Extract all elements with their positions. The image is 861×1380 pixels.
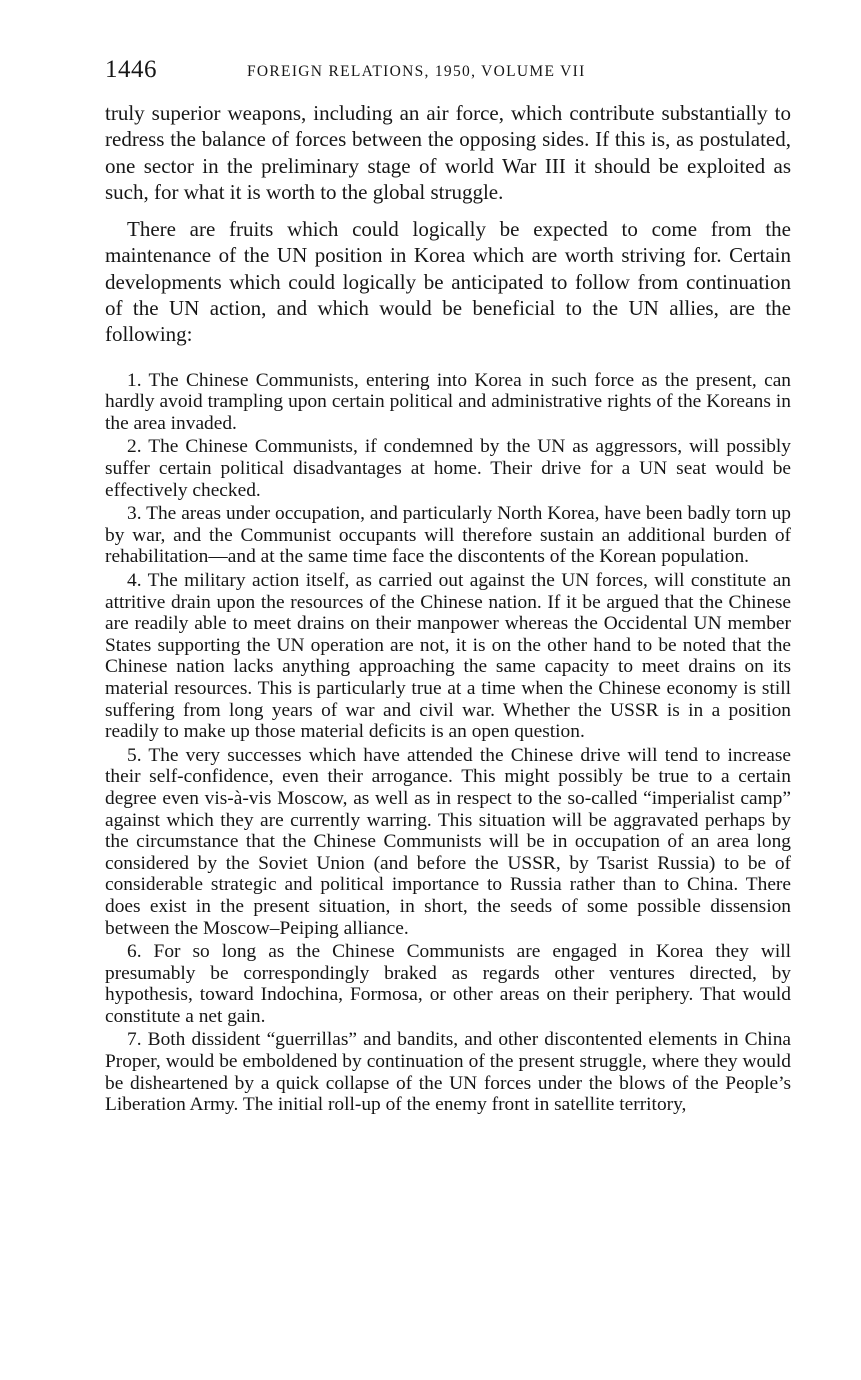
body-text bbox=[105, 100, 791, 348]
page-number: 1446 bbox=[105, 56, 157, 83]
paragraph: There are fruits which could logically be expected to come from the maintenance of the UN position in Korea which are worth striving for. Certain developments which could logically be anticipated to follow from continuation of the UN action, and which would be beneficial to the UN allies, are the following: bbox=[105, 217, 791, 347]
running-title: FOREIGN RELATIONS, 1950, VOLUME VII bbox=[247, 63, 586, 80]
list-item: 6. For so long as the Chinese Communists are engaged in Korea they will presumably be correspondingly braked as regards other ventures directed, by hypothesis, toward Indochina, Formosa, or other areas on their periphery. That would constitute a net gain. bbox=[105, 941, 791, 1027]
list-item: 5. The very successes which have attended the Chinese drive will tend to increase their self-confidence, even their arrogance. This might possibly be true to a certain degree even vis-à-vis Moscow, as well as in respect to the so-called “imperialist camp” against which they are currently warring. This situation will be aggravated perhaps by the circumstance that the Chinese Communists will be in occupation of an area long considered by the Soviet Union (and before the USSR, by Tsarist Russia) to be of considerable strategic and political importance to Russia rather than to China. There does exist in the present situation, in short, the seeds of some possible dissension between the Moscow–Peiping alliance. bbox=[105, 744, 791, 939]
list-item: 3. The areas under occupation, and particularly North Korea, have been badly torn up by war, and the Communist occupants will therefore sustain an additional burden of rehabilitation—and at the same time face the discontents of the Korean population. bbox=[105, 503, 791, 568]
running-head bbox=[105, 56, 791, 92]
list-item: 7. Both dissident “guerrillas” and bandits, and other discontented elements in China Proper, would be emboldened by continuation of the present struggle, where they would be disheartened by a quick collapse of the UN forces under the blows of the People’s Liberation Army. The initial roll-up of the enemy front in satellite territory, bbox=[105, 1029, 791, 1116]
paragraph: truly superior weapons, including an air force, which contribute substantially to redress the balance of forces between the opposing sides. If this is, as postulated, one sector in the preliminary stage of world War III it should be exploited as such, for what it is worth to the global struggle. bbox=[105, 101, 791, 204]
list-item: 2. The Chinese Communists, if condemned by the UN as aggressors, will possibly suffer certain political disadvantages at home. Their drive for a UN seat would be effectively checked. bbox=[105, 436, 791, 501]
list-item: 1. The Chinese Communists, entering into Korea in such force as the present, can hardly avoid trampling upon certain political and administrative rights of the Koreans in the area invaded. bbox=[105, 369, 791, 434]
list-item: 4. The military action itself, as carried out against the UN forces, will constitute an attritive drain upon the resources of the Chinese nation. If it be argued that the Chinese are readily able to meet drains on their manpower whereas the Occidental UN member States supporting the UN operation are not, it is on the other hand to be noted that the Chinese nation lacks anything approaching the same capacity to meet drains on its material resources. This is particularly true at a time when the Chinese economy is still suffering from long years of war and civil war. Whether the USSR is in a position readily to make up those material deficits is an open question. bbox=[105, 570, 791, 743]
document-page bbox=[105, 56, 791, 1118]
numbered-list bbox=[105, 370, 791, 1116]
